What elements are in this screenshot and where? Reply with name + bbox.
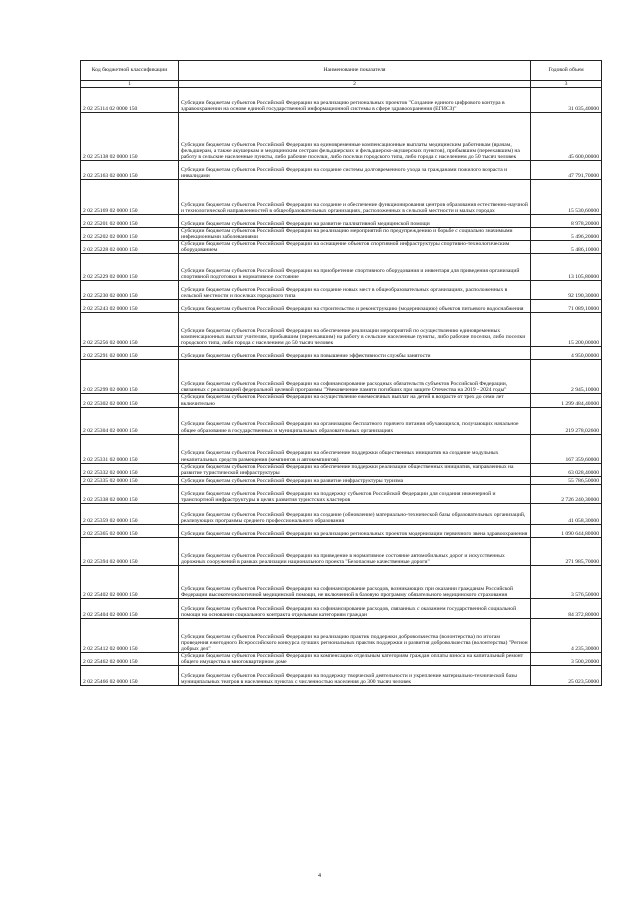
- row-amount: 15 530,60000: [531, 180, 602, 215]
- row-amount: 71 089,10000: [531, 300, 602, 313]
- row-name: Субсидии бюджетам субъектов Российской Федерации на софинансирование расходных обязательств субъектов Российской Федерации, связанных с реализацией федеральной целевой программы "Увековечение памяти погибших при защите Отечества на 2019 - 2024 годы": [179, 360, 531, 394]
- row-code: 2 02 25302 02 0000 150: [81, 394, 179, 407]
- row-name: Субсидии бюджетам субъектов Российской Федерации на реализацию региональных проектов модернизации первичного звена здравоохранения: [179, 524, 531, 537]
- row-name: Субсидии бюджетам субъектов Российской Федерации на организацию бесплатного горячего питания обучающихся, получающих начальное общее образование в государственных и муниципальных образовательных организациях: [179, 407, 531, 434]
- table-row: [81, 524, 602, 537]
- row-amount: 5 496,20000: [531, 228, 602, 241]
- row-name: Субсидии бюджетам субъектов Российской Федерации на компенсацию отдельным категориям граждан оплаты взноса на капитальный ремонт общего имущества в многоквартирном доме: [179, 652, 531, 665]
- table-row: [81, 503, 602, 524]
- row-code: 2 02 25462 02 0000 150: [81, 652, 179, 665]
- row-name: Субсидии бюджетам субъектов Российской Федерации на поддержку субъектов Российской Федерации для создания инженерной и транспортной инфраструктуры в целях развития туристских кластеров: [179, 484, 531, 503]
- row-amount: 2 726 240,30000: [531, 484, 602, 503]
- row-code: 2 02 25404 02 0000 150: [81, 598, 179, 618]
- row-amount: 219 278,02600: [531, 407, 602, 434]
- row-code: 2 02 25169 02 0000 150: [81, 180, 179, 215]
- row-amount: 2 945,10000: [531, 360, 602, 394]
- row-code: 2 02 25402 02 0000 150: [81, 565, 179, 598]
- row-code: 2 02 25466 02 0000 150: [81, 666, 179, 686]
- row-code: 2 02 25412 02 0000 150: [81, 618, 179, 652]
- row-code: 2 02 25114 02 0000 150: [81, 88, 179, 113]
- row-name: Субсидии бюджетам субъектов Российской Федерации на софинансирование расходов, связанных с оказанием государственной социальной помощи на основании социального контракта отдельным категориям граждан: [179, 598, 531, 618]
- row-amount: 45 600,00000: [531, 113, 602, 161]
- table-row: [81, 300, 602, 313]
- table-row: [81, 666, 602, 686]
- table-row: [81, 313, 602, 347]
- column-number: 1: [81, 81, 179, 88]
- row-amount: 3 576,50000: [531, 565, 602, 598]
- row-code: 2 02 25304 02 0000 150: [81, 407, 179, 434]
- row-code: 2 02 25291 02 0000 150: [81, 347, 179, 360]
- row-amount: 3 500,20000: [531, 652, 602, 665]
- budget-table: [80, 60, 602, 686]
- row-code: 2 02 25335 02 0000 150: [81, 476, 179, 484]
- row-amount: 25 023,50000: [531, 666, 602, 686]
- table-row: [81, 180, 602, 215]
- row-amount: 1 090 644,80000: [531, 524, 602, 537]
- table-row: [81, 565, 602, 598]
- row-amount: 13 105,80000: [531, 254, 602, 281]
- row-name: Субсидии бюджетам субъектов Российской Федерации на повышение эффективности службы занятости: [179, 347, 531, 360]
- row-code: 2 02 25331 02 0000 150: [81, 434, 179, 463]
- row-amount: 4 235,30000: [531, 618, 602, 652]
- table-row: [81, 484, 602, 503]
- row-name: Субсидии бюджетам субъектов Российской Федерации на развитие паллиативной медицинской помощи: [179, 215, 531, 228]
- row-amount: 47 791,70000: [531, 161, 602, 180]
- row-name: Субсидии бюджетам субъектов Российской Федерации на софинансирование расходов, возникающих при оказании гражданам Российской Федерации высокотехнологичной медицинской помощи, не включенной в базовую программу обязательного медицинского страхования: [179, 565, 531, 598]
- row-name: Субсидии бюджетам субъектов Российской Федерации на приобретение спортивного оборудования и инвентаря для приведения организаций спортивной подготовки в нормативное состояние: [179, 254, 531, 281]
- table-row: [81, 652, 602, 665]
- table-row: [81, 360, 602, 394]
- row-amount: 92 190,30000: [531, 281, 602, 300]
- row-name: Субсидии бюджетам субъектов Российской Федерации на обеспечение реализации мероприятий по осуществлению единовременных компенсационных выплат учителям, прибывшим (переехавшим) на работу в сельские населенные пункты, либо рабочие поселки, либо поселки городского типа, либо города с населением до 50 тысяч человек: [179, 313, 531, 347]
- table-row: [81, 241, 602, 254]
- column-number: 2: [179, 81, 531, 88]
- page-number: 4: [318, 873, 321, 879]
- column-number-row: [81, 81, 602, 88]
- row-name: Субсидии бюджетам субъектов Российской Федерации на реализацию мероприятий по предупреждению и борьбе с социально значимыми инфекционными заболеваниями: [179, 228, 531, 241]
- table-row: [81, 215, 602, 228]
- row-amount: 1 299 484,40000: [531, 394, 602, 407]
- header-amount: Годовой объем: [531, 61, 602, 81]
- row-name: Субсидии бюджетам субъектов Российской Федерации на осуществление ежемесячных выплат на детей в возрасте от трех до семи лет включительно: [179, 394, 531, 407]
- table-row: [81, 407, 602, 434]
- row-name: Субсидии бюджетам субъектов Российской Федерации на развитие инфраструктуры туризма: [179, 476, 531, 484]
- row-code: 2 02 25332 02 0000 150: [81, 463, 179, 476]
- row-code: 2 02 25338 02 0000 150: [81, 484, 179, 503]
- row-name: Субсидии бюджетам субъектов Российской Федерации на обеспечение поддержки общественных инициатив на создание модульных некапитальных средств размещения (кемпингов и автокемпингов): [179, 434, 531, 463]
- row-code: 2 02 25163 02 0000 150: [81, 161, 179, 180]
- table-row: [81, 161, 602, 180]
- table-row: [81, 463, 602, 476]
- row-amount: 167 359,60000: [531, 434, 602, 463]
- row-amount: 8 978,20000: [531, 215, 602, 228]
- row-amount: 4 950,00000: [531, 347, 602, 360]
- table-row: [81, 434, 602, 463]
- table-row: [81, 347, 602, 360]
- row-code: 2 02 25243 02 0000 150: [81, 300, 179, 313]
- row-code: 2 02 25138 02 0000 150: [81, 113, 179, 161]
- row-code: 2 02 25228 02 0000 150: [81, 241, 179, 254]
- table-row: [81, 228, 602, 241]
- row-name: Субсидии бюджетам субъектов Российской Федерации на реализацию практик поддержки добровольчества (волонтерства) по итогам проведения ежегодного Всероссийского конкурса лучших региональных практик поддержки и развития добровольчества (волонтерства) "Регион добрых дел": [179, 618, 531, 652]
- row-name: Субсидии бюджетам субъектов Российской Федерации на приведение в нормативное состояние автомобильных дорог и искусственных дорожных сооружений в рамках реализации национального проекта "Безопасные качественные дороги": [179, 537, 531, 565]
- table-row: [81, 281, 602, 300]
- header-name: Наименование показателя: [179, 61, 531, 81]
- table-row: [81, 394, 602, 407]
- row-name: Субсидии бюджетам субъектов Российской Федерации на создание (обновление) материально-технической базы образовательных организаций, реализующих программы среднего профессионального образования: [179, 503, 531, 524]
- row-amount: 31 035,40000: [531, 88, 602, 113]
- row-code: 2 02 25359 02 0000 150: [81, 503, 179, 524]
- table-row: [81, 618, 602, 652]
- table-row: [81, 113, 602, 161]
- column-number: 3: [531, 81, 602, 88]
- row-name: Субсидии бюджетам субъектов Российской Федерации на поддержку творческой деятельности и укрепление материально-технической базы муниципальных театров в населенных пунктах с численностью населения до 300 тысяч человек: [179, 666, 531, 686]
- row-amount: 84 372,80000: [531, 598, 602, 618]
- header-code: Код бюджетной классификации: [81, 61, 179, 81]
- row-code: 2 02 25202 02 0000 150: [81, 228, 179, 241]
- row-code: 2 02 25230 02 0000 150: [81, 281, 179, 300]
- row-name: Субсидии бюджетам субъектов Российской Федерации на единовременные компенсационные выплаты медицинским работникам (врачам, фельдшерам, а также акушеркам и медицинским сестрам фельдшерских и фельдшерско-акушерских пунктов), прибывшим (переехавшим) на работу в сельские населенные пункты, либо рабочие поселки, либо поселки городского типа, либо города с населением до 50 тысяч человек: [179, 113, 531, 161]
- row-code: 2 02 25299 02 0000 150: [81, 360, 179, 394]
- table-row: [81, 537, 602, 565]
- row-amount: 55 786,50000: [531, 476, 602, 484]
- row-name: Субсидии бюджетам субъектов Российской Федерации на оснащение объектов спортивной инфраструктуры спортивно-технологическим оборудованием: [179, 241, 531, 254]
- table-row: [81, 88, 602, 113]
- row-name: Субсидии бюджетам субъектов Российской Федерации на создание и обеспечение функционирования центров образования естественно-научной и технологической направленностей в общеобразовательных организациях, расположенных в сельской местности и малых городах: [179, 180, 531, 215]
- table-header-row: [81, 61, 602, 81]
- row-name: Субсидии бюджетам субъектов Российской Федерации на создание новых мест в общеобразовательных организациях, расположенных в сельской местности и поселках городского типа: [179, 281, 531, 300]
- row-amount: 271 985,70000: [531, 537, 602, 565]
- table-row: [81, 476, 602, 484]
- row-amount: 63 028,40000: [531, 463, 602, 476]
- table-row: [81, 254, 602, 281]
- row-code: 2 02 25256 02 0000 150: [81, 313, 179, 347]
- row-name: Субсидии бюджетам субъектов Российской Федерации на строительство и реконструкцию (модернизацию) объектов питьевого водоснабжения: [179, 300, 531, 313]
- row-name: Субсидии бюджетам субъектов Российской Федерации на реализацию региональных проектов "Создание единого цифрового контура в здравоохранении на основе единой государственной информационной системы в сфере здравоохранения (ЕГИСЗ)": [179, 88, 531, 113]
- row-amount: 5 486,10000: [531, 241, 602, 254]
- row-code: 2 02 25365 02 0000 150: [81, 524, 179, 537]
- table-body: [81, 88, 602, 686]
- row-code: 2 02 25229 02 0000 150: [81, 254, 179, 281]
- row-code: 2 02 25394 02 0000 150: [81, 537, 179, 565]
- row-code: 2 02 25201 02 0000 150: [81, 215, 179, 228]
- row-amount: 41 058,30000: [531, 503, 602, 524]
- row-name: Субсидии бюджетам субъектов Российской Федерации на обеспечение поддержки реализации общественных инициатив, направленных на развитие туристической инфраструктуры: [179, 463, 531, 476]
- table-row: [81, 598, 602, 618]
- row-name: Субсидии бюджетам субъектов Российской Федерации на создание системы долговременного ухода за гражданами пожилого возраста и инвалидами: [179, 161, 531, 180]
- row-amount: 15 200,00000: [531, 313, 602, 347]
